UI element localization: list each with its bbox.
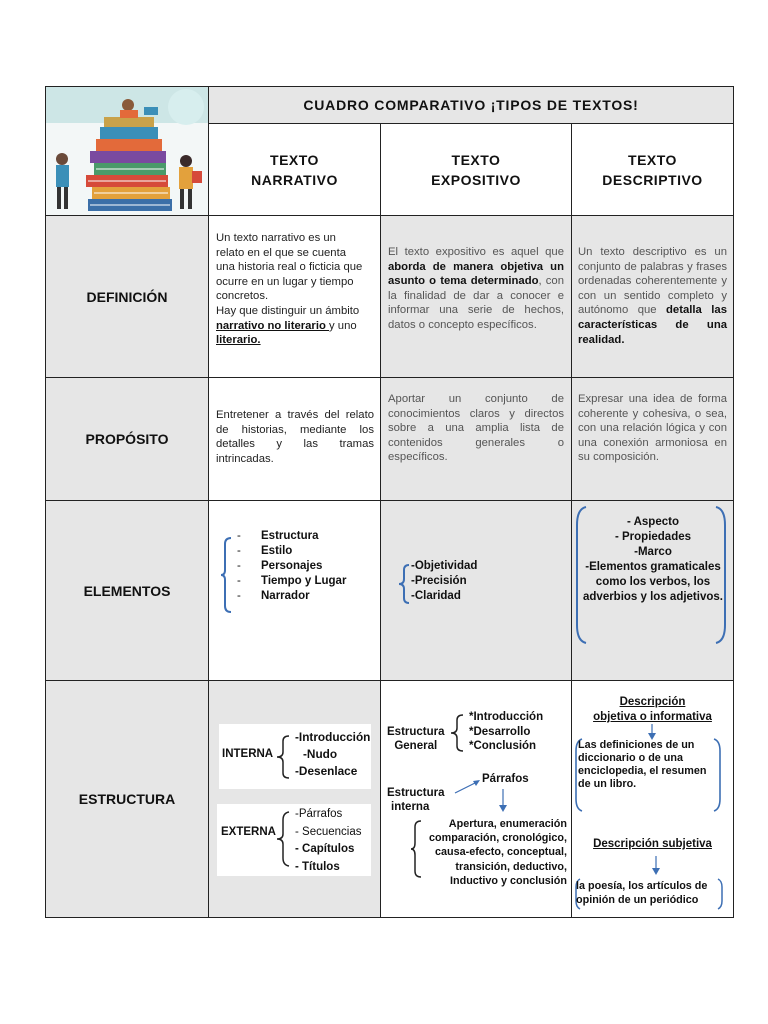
cell-estructura-expositivo	[380, 680, 572, 918]
cell-estructura-descriptivo	[571, 680, 734, 918]
list-item: -Desenlace	[295, 764, 358, 778]
cell-elementos-descriptivo	[571, 500, 734, 681]
row-label-estructura: ESTRUCTURA	[45, 680, 209, 918]
arrow-icon	[453, 777, 483, 795]
cell-definicion-expositivo: El texto expositivo es aquel que aborda de manera objetiva un asunto o tema determinado, con la finalidad de dar a conocer e informar una serie de hechos, datos o concepto específicos.	[380, 215, 572, 378]
row-label-elementos: ELEMENTOS	[45, 500, 209, 681]
list-item: *Introducción	[469, 711, 544, 723]
estructura-interna-label: Estructura interna	[387, 787, 445, 813]
arrow-down-icon	[651, 855, 661, 877]
descripcion-subjetiva-title: Descripción subjetiva	[593, 838, 712, 850]
right-paren-icon	[712, 737, 722, 813]
list-item: - Estilo	[237, 545, 293, 557]
cell-definicion-narrativo: Un texto narrativo es un relato en el que se cuenta una historia real o ficticia que ocurre en un lugar y tiempo concretos. Hay que distinguir un ámbito narrativo no literario y uno literario.	[208, 215, 381, 378]
list-item: -Objetividad	[411, 560, 478, 572]
estructura-general-label: Estructura General	[387, 726, 445, 752]
list-item: - Títulos	[295, 860, 340, 873]
list-item: - Aspecto	[627, 516, 679, 528]
externa-label: EXTERNA	[221, 826, 276, 838]
list-item: - Secuencias	[295, 825, 362, 838]
cell-proposito-narrativo: Entretener a través del relato de historias, mediante los detalles y las tramas intrincadas.	[208, 377, 381, 501]
descripcion-subjetiva-text: la poesía, los artículos de opinión de un periódico	[576, 880, 708, 906]
row-label-proposito: PROPÓSITO	[45, 377, 209, 501]
column-header-narrativo: TEXTO NARRATIVO	[208, 123, 381, 216]
estructura-externa-box	[217, 804, 371, 876]
cell-definicion-descriptivo: Un texto descriptivo es un conjunto de palabras y frases ordenadas coherentemente y con un sentido completo y autónomo que detalla las características de una realidad.	[571, 215, 734, 378]
list-item: *Conclusión	[469, 740, 537, 752]
descripcion-objetiva-title: Descripción objetiva o informativa	[593, 696, 712, 723]
arrow-down-icon	[498, 787, 508, 813]
cell-elementos-expositivo	[380, 500, 572, 681]
list-item: -Nudo	[303, 747, 338, 761]
list-item: - Tiempo y Lugar	[237, 575, 347, 587]
list-item: *Desarrollo	[469, 725, 531, 738]
list-item: - Narrador	[237, 590, 310, 602]
list-item: -Claridad	[411, 590, 461, 602]
list-item: -Elementos gramaticales como los verbos, los adverbios y los adjetivos.	[583, 561, 723, 603]
parrafos-label: Párrafos	[482, 773, 529, 785]
tipos-parrafos: Apertura, enumeración comparación, cronológico, causa-efecto, conceptual, transición, deductivo, Inductivo y conclusión	[429, 818, 567, 887]
bracket-icon	[451, 713, 465, 753]
list-item: -Marco	[634, 546, 672, 558]
list-item: - Estructura	[237, 530, 319, 542]
column-header-expositivo: TEXTO EXPOSITIVO	[380, 123, 572, 216]
list-item: - Personajes	[237, 560, 323, 572]
cell-elementos-narrativo	[208, 500, 381, 681]
row-label-definicion: DEFINICIÓN	[45, 215, 209, 378]
brace-icon	[277, 810, 291, 868]
list-item: -Introducción	[295, 730, 371, 744]
elementos-narrativo-list	[237, 529, 346, 604]
books-and-readers-illustration	[46, 87, 208, 215]
list-item: - Propiedades	[614, 531, 692, 543]
bracket-icon	[221, 536, 233, 614]
bracket-icon	[399, 563, 411, 605]
bracket-icon	[277, 734, 291, 780]
cell-proposito-descriptivo: Expresar una idea de forma coherente y cohesiva, o sea, con una relación lógica y con una conexión armoniosa en su composición.	[571, 377, 734, 501]
cell-estructura-narrativo	[208, 680, 381, 918]
list-item: -Párrafos	[295, 808, 343, 820]
descripcion-objetiva-text: Las definiciones de un diccionario o de una enciclopedia, el resumen de un libro.	[578, 739, 707, 790]
list-item: -Precisión	[411, 575, 467, 587]
column-header-descriptivo: TEXTO DESCRIPTIVO	[571, 123, 734, 216]
estructura-interna-box	[219, 724, 371, 789]
page-title: CUADRO COMPARATIVO ¡TIPOS DE TEXTOS!	[208, 86, 734, 124]
illustration-cell	[45, 86, 209, 216]
interna-label: INTERNA	[222, 748, 274, 760]
list-item: - Capítulos	[295, 843, 355, 855]
cell-proposito-expositivo: Aportar un conjunto de conocimientos claros y directos sobre a una amplia lista de contenidos generales o específicos.	[380, 377, 572, 501]
